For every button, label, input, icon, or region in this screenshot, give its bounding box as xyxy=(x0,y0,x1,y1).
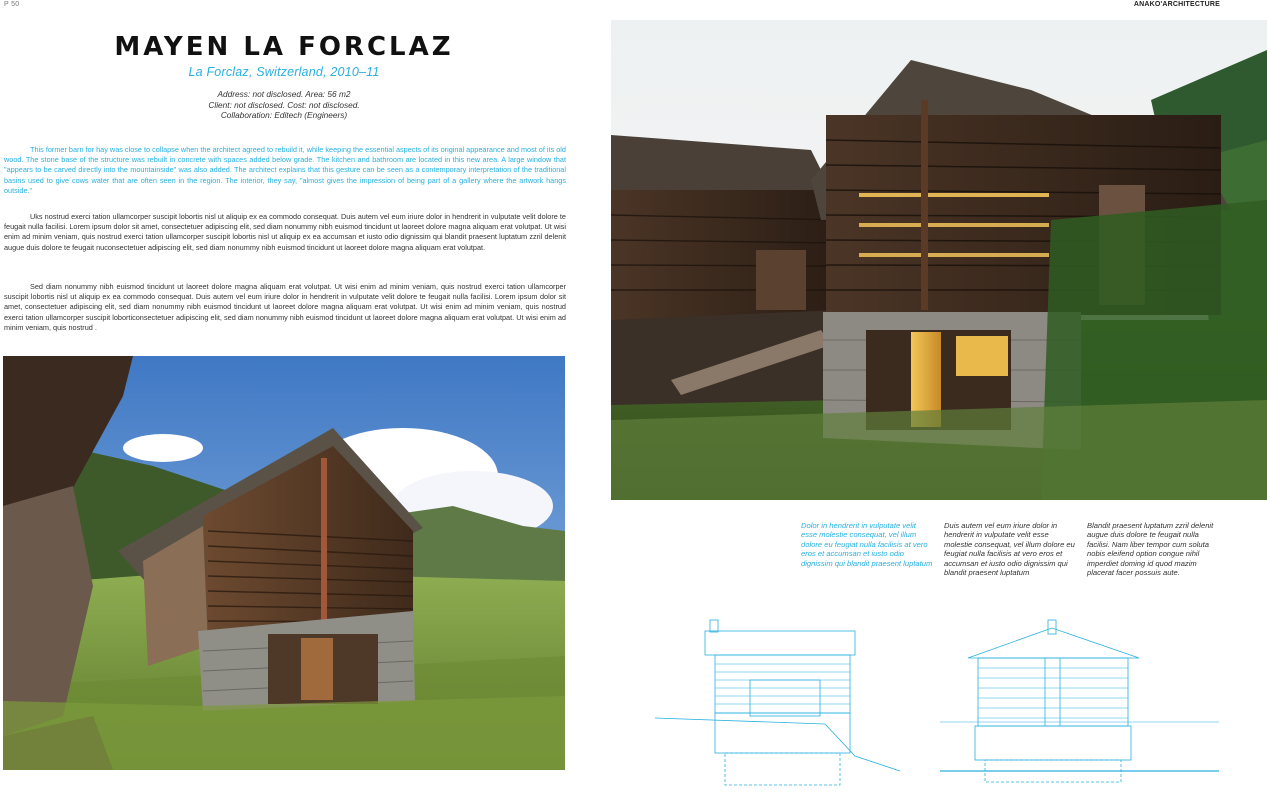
intro-paragraph: This former barn for hay was close to collapse when the architect agreed to rebuild it, while keeping the essential aspects of its original appearance and most of its old wood. The stone base of the structure was rebuilt in concrete with spaces added below grade. The kitchen and bathroom are located in this new area. A large window that "appears to be carved directly into the mountainside" was also added. The architect explains that this gesture can be seen as a contemporary interpretation of the traditional basins used to give cows water that are often seen in the region. The interior, they say, "almost gives the impression of being part of a gallery where the artwork hangs outside." xyxy=(4,145,566,195)
text-column: Dolor in hendrerit in vulputate velit esse molestie consequat, vel illum dolore eu feugiat nulla facilisis at vero eros et accumsan et iusto odio dignissim qui blandit praesent luptatum xyxy=(801,521,933,568)
meta-line: Client: not disclosed. Cost: not disclosed. xyxy=(208,99,360,110)
text-column: Duis autem vel eum iriure dolor in hendrerit in vulputate velit esse molestie consequat, vel illum dolore eu feugiat nulla facilisis at vero eros et accumsan et iusto odio dignissim qui blandit praesent luptatum xyxy=(944,521,1075,578)
meta-line: Collaboration: Editech (Engineers) xyxy=(220,110,348,120)
barn-exterior-photo xyxy=(3,356,565,770)
body-paragraph: Sed diam nonummy nibh euismod tincidunt ut laoreet dolore magna aliquam erat volutpat. Ut wisi enim ad minim veniam, quis nostrud exerci tation ullamcorper suscipit lobortis nisl ut aliquip ex ea commodo consequat. Duis autem vel eum iriure dolor in hendrerit in vulputate velit dolore te feugait nulla facilisi. Lorem ipsum dolor sit amet, consectetuer adipiscing elit, sed diam nonummy nibh euismod tincidunt ut laoreet dolore magna aliquam erat volutpat. Ut wisi enim ad minim veniam, quis nostrud exerci tation ullamcorper suscipit loborticonsectetuer adipiscing elit, sed diam nonummy nibh euismod tincidunt ut laoreet dolore magna aliquam erat volutpat. Ut wisi enim ad minim veniam, quis nostrud . xyxy=(4,282,566,332)
page-number: P 50 xyxy=(4,1,20,8)
publication-brand: ANAKO'ARCHITECTURE xyxy=(1133,1,1220,8)
body-paragraph: Uks nostrud exerci tation ullamcorper suscipit lobortis nisl ut aliquip ex ea commodo consequat. Duis autem vel eum iriure dolor in hendrerit in vulputate velit dolore te feugait nulla facilisi. Lorem ipsum dolor sit amet, consectetuer adipiscing elit, sed diam nonummy nibh euismod tincidunt ut laoreet dolore magna aliquam erat volutpat. Ut wisi enim ad minim veniam, quis nostrud exerci tation ullamcorper suscipit lobortis nisl ut aliquip ex ea accumsan et iusto odio dignissim qui blandit praesent luptatum zzril delenit augue duis dolore te feugait nuconsectetuer adipiscing elit, sed diam nonummy nibh euismod tincidunt ut laoreet dolore magna aliquam erat volutpat. xyxy=(4,212,566,252)
meta-line: Address: not disclosed. Area: 56 m2 xyxy=(217,89,351,99)
project-location: La Forclaz, Switzerland, 2010–11 xyxy=(188,65,380,79)
project-meta xyxy=(0,89,568,121)
elevation-drawings xyxy=(655,614,1267,794)
text-column: Blandit praesent luptatum zzril delenit augue duis dolore te feugait nulla facilisi. Nam liber tempor cum soluta nobis eleifend option congue nihil imperdiet doming id quod mazim placerat facer possuis aute. xyxy=(1087,521,1214,578)
project-title: MAYEN LA FORCLAZ xyxy=(114,32,454,62)
barn-dusk-photo xyxy=(611,20,1267,500)
